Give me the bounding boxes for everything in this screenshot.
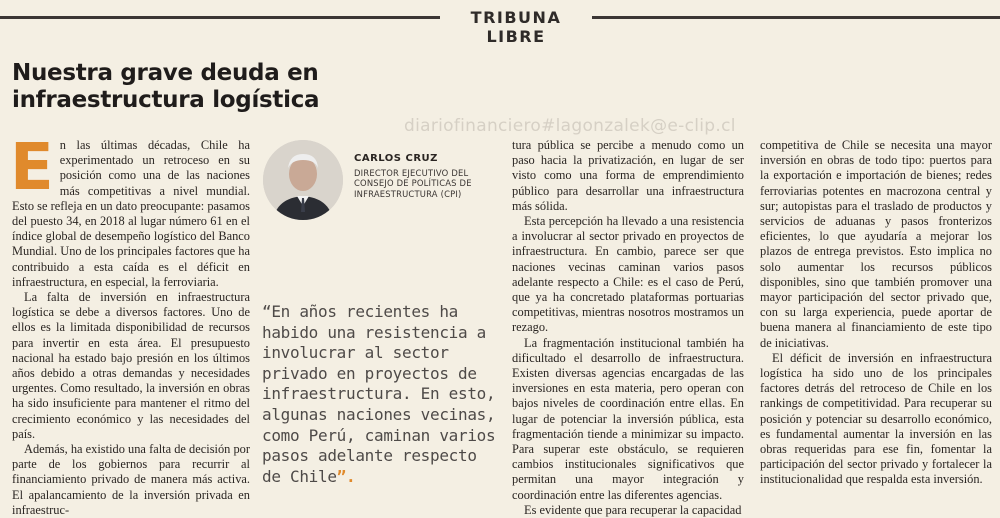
article-title: Nuestra grave deuda en infraestructura logística — [12, 60, 320, 113]
section-label: TRIBUNA LIBRE — [470, 8, 562, 46]
pull-quote-close: ”. — [336, 466, 356, 486]
author-role: DIRECTOR EJECUTIVO DEL CONSEJO DE POLÍTICAS DE INFRAESTRUCTURA (CPI) — [354, 168, 472, 199]
author-name: CARLOS CRUZ — [354, 153, 438, 164]
drop-cap: E — [10, 131, 54, 205]
section-rule-right — [592, 16, 1000, 19]
pull-quote: “En años recientes ha habido una resistencia a involucrar al sector privado en proyectos de infraestructura. En esto, algunas naciones vecinas, como Perú, caminan varios pasos adelante respecto de Chile”. — [262, 302, 496, 486]
paragraph: La fragmentación institucional también ha dificultado el desarrollo de infraestructura. Existen diversas agencias encargadas de las inversiones en esta materia, pero operan con bajos niveles de coordinación entre ellas. En lugar de potenciar la inversión pública, esta fragmentación tiende a minimizar su impacto. Para superar este obstáculo, se requieren cambios institucionales significativos que permitan una mayor integración y coordinación entre las diferentes agencias. — [512, 335, 744, 502]
article-column-1 — [10, 131, 250, 518]
paragraph: Es evidente que para recuperar la capacidad — [524, 502, 742, 517]
paragraph: Además, ha existido una falta de decisión por parte de los gobiernos para recurrir al financiamiento privado de manera más activa. El apalancamiento de la inversión privada en infraestruc- — [12, 442, 250, 517]
article-column-3 — [512, 138, 744, 518]
paragraph: competitiva de Chile se necesita una mayor inversión en obras de todo tipo: puertos para la exportación e importación de bienes; redes ferroviarias potentes en macrozona central y sur; autopistas para el traslado de productos y servicios de aduanas y pasos fronterizos eficientes, lo que ayudaría a mejorar los plazos de entrega previstos. Esto implica no solo aumentar los recursos públicos disponibles, sino que también promover una mayor participación del sector privado que, con su larga experiencia, puede aportar de buena manera al financiamiento de este tipo de iniciativas. — [760, 138, 992, 350]
author-photo — [263, 140, 343, 220]
author-portrait-icon — [263, 140, 343, 220]
paragraph: En las últimas décadas, Chile ha experimentado un retroceso en su posición como una de las naciones más competitivas a nivel mundial. Esto se refleja en un dato preocupante: pasamos del puesto 34, en 2018 al lugar número 61 en el índice global de desempeño logístico del Banco Mundial. Uno de los principales factores que ha contribuido a esta caída es el déficit en infraestructura, en especial, la ferroviaria. — [10, 131, 250, 289]
article-column-4 — [760, 138, 992, 488]
section-rule-left — [0, 16, 440, 19]
paragraph: El déficit de inversión en infraestructura logística ha sido uno de los principales factores detrás del retroceso de Chile en los rankings de competitividad. Para recuperar su posición y potenciar su desarrollo económico, es fundamental aumentar la inversión en las obras requeridas para ese fin, fomentar la participación del sector privado y fortalecer la institucionalidad que respalda esta inversión. — [760, 350, 992, 487]
watermark: diariofinanciero#lagonzalek@e-clip.cl — [404, 116, 736, 136]
paragraph: tura pública se percibe a menudo como un paso hacia la privatización, en lugar de ser visto como una forma de emprendimiento público para desarrollar una infraestructura más sólida. — [512, 138, 744, 213]
paragraph: La falta de inversión en infraestructura logística se debe a diversos factores. Uno de ellos es la limitada disponibilidad de recursos para invertir en esta área. El presupuesto nacional ha estado bajo presión en los últimos años debido a otras demandas y necesidades urgentes. Como resultado, la inversión en obras ha sido insuficiente para mantener el ritmo del crecimiento económico y las necesidades del país. — [12, 290, 250, 441]
paragraph: Esta percepción ha llevado a una resistencia a involucrar al sector privado en proyectos de infraestructura. En cambio, parece ser que naciones vecinas caminan varios pasos adelante respecto a Chile: es el caso de Perú, que ya ha concretado plataformas portuarias competitivas, mientras nosotros mostramos un rezago. — [512, 214, 744, 335]
